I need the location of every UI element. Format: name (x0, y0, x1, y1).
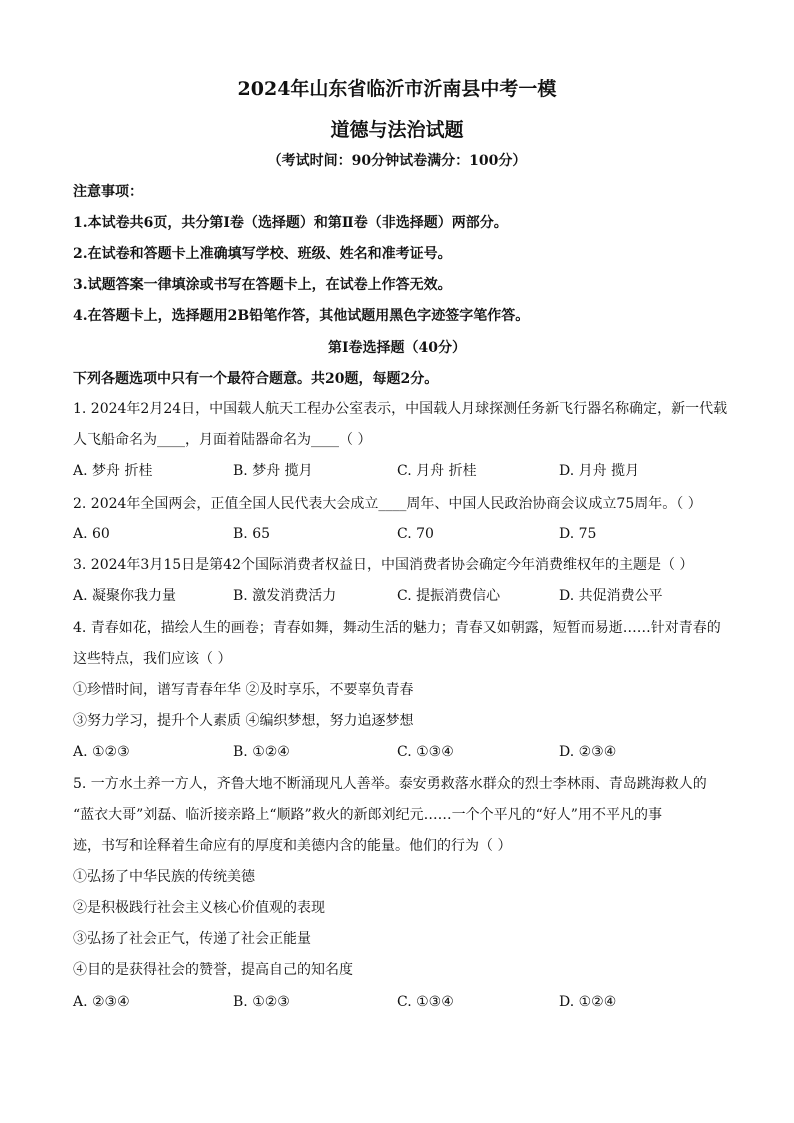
question-text: 这些特点，我们应该（ ） (73, 651, 232, 667)
option-c: C. 提振消费信心 (397, 588, 501, 604)
option-d: D. ①②④ (559, 994, 617, 1010)
note-item: 2.在试卷和答题卡上准确填写学校、班级、姓名和准考证号。 (73, 246, 452, 262)
exam-subject: 道德与法治试题 (330, 119, 464, 141)
statement-line: ②是积极践行社会主义核心价值观的表现 (73, 900, 325, 916)
option-a: A. 60 (73, 526, 110, 542)
section-instruction: 下列各题选项中只有一个最符合题意。共20题，每题2分。 (73, 371, 439, 387)
question-text: 4. 青春如花，描绘人生的画卷；青春如舞，舞动生活的魅力；青春又如朝露，短暂而易逝……针对青春的 (73, 620, 721, 636)
question-text: “蓝衣大哥”刘磊、临沂接亲路上“顺路”救火的新郎刘纪元……一个个平凡的“好人”用不平凡的事 (73, 807, 662, 823)
question-text: 1. 2024年2月24日，中国载人航天工程办公室表示，中国载人月球探测任务新飞行器名称确定，新一代载 (73, 401, 728, 417)
option-d: D. 共促消费公平 (559, 588, 663, 604)
option-b: B. 梦舟 揽月 (233, 463, 313, 479)
question-options (73, 461, 723, 481)
question-options (73, 742, 723, 762)
option-c: C. ①③④ (397, 994, 454, 1010)
option-b: B. ①②③ (233, 994, 290, 1010)
statement-line: ①弘扬了中华民族的传统美德 (73, 869, 255, 885)
exam-info: （考试时间：90分钟试卷满分：100分） (267, 153, 527, 169)
question-options (73, 992, 723, 1012)
statement-line: ①珍惜时间，谱写青春年华 ②及时享乐，不要辜负青春 (73, 682, 414, 698)
section-heading: 第Ⅰ卷选择题（40分） (327, 340, 467, 356)
question-text: 5. 一方水土养一方人，齐鲁大地不断涌现凡人善举。泰安勇救落水群众的烈士李林雨、青岛跳海救人的 (73, 776, 707, 792)
note-item: 3.试题答案一律填涂或书写在答题卡上，在试卷上作答无效。 (73, 277, 452, 293)
statement-line: ③努力学习，提升个人素质 ④编织梦想，努力追逐梦想 (73, 713, 414, 729)
note-item: 1.本试卷共6页，共分第Ⅰ卷（选择题）和第Ⅱ卷（非选择题）两部分。 (73, 215, 508, 231)
option-c: C. 月舟 折桂 (397, 463, 477, 479)
notes-heading: 注意事项： (73, 184, 143, 200)
option-d: D. ②③④ (559, 744, 617, 760)
statement-line: ④目的是获得社会的赞誉，提高自己的知名度 (73, 962, 353, 978)
option-a: A. 凝聚你我力量 (73, 588, 177, 604)
option-a: A. ①②③ (73, 744, 130, 760)
question-text: 2. 2024年全国两会，正值全国人民代表大会成立____周年、中国人民政治协商会议成立75周年。（ ） (73, 496, 702, 512)
option-c: C. 70 (397, 526, 434, 542)
option-a: A. ②③④ (73, 994, 130, 1010)
option-b: B. 65 (233, 526, 271, 542)
exam-title: 2024年山东省临沂市沂南县中考一模 (237, 78, 557, 100)
option-d: D. 75 (559, 526, 597, 542)
question-text: 3. 2024年3月15日是第42个国际消费者权益日，中国消费者协会确定今年消费维权年的主题是（ ） (73, 557, 694, 573)
question-options (73, 586, 723, 606)
note-item: 4.在答题卡上，选择题用2B铅笔作答，其他试题用黑色字迹签字笔作答。 (73, 308, 530, 324)
statement-line: ③弘扬了社会正气，传递了社会正能量 (73, 931, 311, 947)
option-b: B. ①②④ (233, 744, 290, 760)
option-d: D. 月舟 揽月 (559, 463, 640, 479)
question-text: 人飞船命名为____，月面着陆器命名为____（ ） (73, 432, 372, 448)
option-c: C. ①③④ (397, 744, 454, 760)
question-text: 迹，书写和诠释着生命应有的厚度和美德内含的能量。他们的行为（ ） (73, 838, 512, 854)
option-a: A. 梦舟 折桂 (73, 463, 153, 479)
option-b: B. 激发消费活力 (233, 588, 337, 604)
question-options (73, 524, 723, 544)
